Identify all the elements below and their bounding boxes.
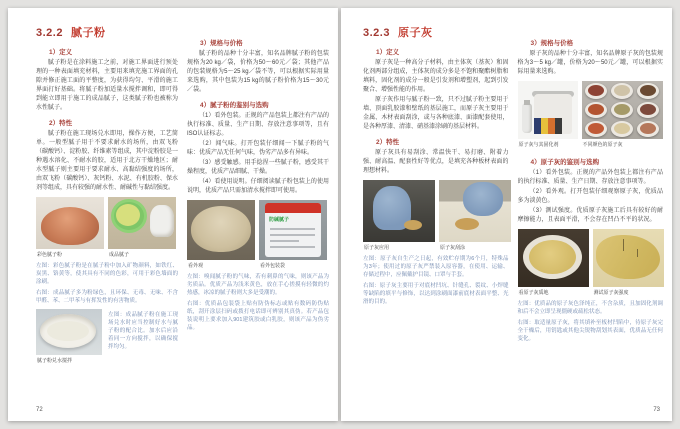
- putty-color-bowl: [637, 102, 659, 118]
- page-72: [8, 8, 338, 421]
- page-73-column-1: [363, 24, 509, 401]
- note-finished-putty: 右图：成品腻子多为粉绿色，且环保、无毒、无味、不含甲醛、苯、二甲苯与有挥发性的有害物质。: [36, 290, 178, 304]
- photo-row-quality: [518, 229, 664, 300]
- putty-color-bowl: [637, 83, 659, 99]
- can-stripe-orange: [548, 118, 555, 134]
- caption-finished-putty: 成品腻子: [109, 252, 130, 258]
- section-name: 原子灰: [397, 27, 433, 39]
- figure-package-bag: [259, 200, 327, 273]
- paragraph-smell: （2）闻气味。打开包装仔细闻一下腻子粉的气味：优质产品无任何气味，伪劣产品多有异味。: [187, 141, 329, 156]
- note-colored-putty: 左图：彩色腻子粉是在腻子粉中加入矿物颜料，如铁红、炭黑、铬黄等，使其具有不同的色彩，可用于彩色墙面的涂刷。: [36, 263, 178, 285]
- page-73-content: [363, 24, 663, 401]
- paragraph-characteristics: 腻子粉在施工现场兑水即用，操作方便，工艺简单。一般型腻子用于不要求耐水的场所，由双飞粉（碳酸钙）、淀粉胶、纤维素等组成，其中淀粉胶是一种遇水溶化、不耐水的胶，适用于北方干燥地区；耐水型腻子则主要用于要求耐水、高黏结强度的场所，由双飞粉（碳酸钙）、灰钙粉、水泥、有机胶粉、保水剂等组成，具有较强的耐水性、耐碱性与黏结强度。: [36, 131, 178, 191]
- putty-color-bowl: [611, 83, 633, 99]
- photo-row-products: [518, 81, 664, 152]
- caption-appearance: 看外观: [188, 263, 204, 269]
- photo-putty-can-hardener: [518, 81, 578, 139]
- photo-putty-application: [363, 180, 435, 242]
- section-number: 3.2.2: [36, 27, 63, 39]
- putty-color-bowl: [585, 121, 607, 137]
- paragraph-characteristics: 原子灰具有易刮涂、常温快干、易打磨、附着力强、耐高温、配套性好等优点，是填充各种板材表面的理想材料。: [363, 150, 509, 174]
- putty-color-bowl: [585, 83, 607, 99]
- paragraph-test-strength: （3）测试强度。优质原子灰施工后具有较好的耐摩擦能力，且表面平滑，不会存在凹凸不平的状况。: [517, 208, 663, 223]
- photo-putty-mixing: [36, 309, 102, 355]
- note-scraping: 右图：原子灰主要用于对底材凹坑、针缝孔、裂纹、小焊缝等缺陷的填平与修饰，以达到涂刷面漆前底材表面平整、光滑的目的。: [363, 283, 509, 305]
- paragraph-definition-1: 原子灰是一种高分子材料，由主体灰（基灰）和固化剂两部分组成，主体灰的成分多是不饱和聚酯树脂和填料，固化剂的成分一般是引发剂和增塑剂，起到引发聚合、增强性能的作用。: [363, 60, 509, 93]
- caption-scraping: 原子灰刮涂: [440, 245, 466, 251]
- heading-spec-price: 3）规格与价格: [200, 40, 243, 47]
- photo-putty-scraping: [439, 180, 511, 242]
- can-stripe-yellow: [541, 118, 548, 134]
- heading-characteristics: 2）特性: [376, 139, 400, 146]
- photo-putty-colors: [582, 81, 664, 139]
- figure-scraping: [439, 180, 511, 255]
- section-number: 3.2.3: [363, 27, 390, 39]
- bag-text-line: [270, 234, 315, 236]
- figure-can-hardener: [518, 81, 578, 152]
- pink-powder-pile: [41, 207, 99, 245]
- figure-mixing: [36, 309, 102, 368]
- bag-text-line: [270, 228, 315, 230]
- white-paste: [47, 321, 89, 341]
- photo-putty-appearance: [187, 200, 255, 260]
- figure-texture: [518, 229, 589, 300]
- caption-package-bag: 看外包装袋: [260, 263, 286, 269]
- hardener-tube: [522, 103, 532, 133]
- note-strength-test: 右图：取适量原子灰，将其填补至板材凹陷中，待原子灰完全干燥后，用钥匙或其他尖锐物刮划其表面，优质品无任何变化。: [517, 320, 663, 342]
- page-73: [341, 8, 672, 421]
- photo-row-inspection: [187, 200, 329, 273]
- note-package-bag: 右图：优质品包装袋上贴有防伪标志或贴有数码防伪贴纸，刮开涂层扫码或拨打电话即可辨别其真伪。若产品包装说明上要求加入901建筑胶或白乳胶，则该产品为伪劣品。: [187, 301, 329, 331]
- heading-identify-buy: 4）原子灰的鉴别与选购: [530, 159, 600, 166]
- figure-appearance: [187, 200, 255, 273]
- photo-putty-texture: [518, 229, 589, 287]
- figure-finished-putty: [108, 197, 176, 262]
- note-texture: 左图：优质品的原子灰色泽纯正，不含杂质，且加固化剂调和后不会立即呈现僵硬或疏松状态。: [517, 301, 663, 315]
- photo-finished-putty: [108, 197, 176, 249]
- paragraph-instructions: （4）看使用说明。仔细阅读腻子粉包装上的使用说明，优质产品只需加清水搅拌即可使用。: [187, 179, 329, 194]
- bag-text-line: [270, 240, 299, 242]
- note-mixing: 左图：成品腻子粉在施工现场兑水时应当控制好水与腻子粉的配合比。加水后应沿着同一方向搅拌，以确保搅拌均匀。: [108, 312, 178, 350]
- page-72-column-2: [187, 24, 329, 401]
- section-name: 腻子粉: [70, 27, 106, 39]
- figure-color-bowls: [582, 81, 664, 152]
- scratch-mark: [637, 249, 638, 257]
- putty-color-bowl: [585, 102, 607, 118]
- putty-smear: [596, 235, 660, 279]
- paragraph-spec-price: 原子灰的品种十分丰富，知名品牌原子灰的包装规格为3～5 kg／罐，价格为20～50元／罐，可以根据实际用量来选购。: [517, 51, 663, 75]
- mixing-block: [36, 309, 178, 368]
- bag-red-band: [265, 203, 321, 213]
- note-appearance: 左图：嗅闻腻子粉的气味，若有刺鼻的气味，则该产品为劣质品。优质产品为浅米黄色，放在手心搓摸有轻微的灼热感，冰凉的腻子粉则大多是受潮的。: [187, 274, 329, 296]
- caption-mixing: 腻子粉兑水搅拌: [37, 358, 73, 364]
- paragraph-check-package: （1）看外包装。正规的产品外包装上都注有产品的执行标准、质量、生产日期、存放注意事项等。: [517, 170, 663, 185]
- caption-application: 原子灰应用: [364, 245, 390, 251]
- putty-heap: [191, 206, 251, 252]
- caption-texture: 看原子灰质地: [518, 290, 549, 296]
- putty-color-bowl: [611, 121, 633, 137]
- page-72-content: [36, 24, 329, 401]
- worker-blue-suit: [463, 182, 503, 216]
- putty-color-bowl: [637, 121, 659, 137]
- yellow-putty: [529, 240, 576, 274]
- bag-text-line: [270, 246, 315, 248]
- photo-colored-putty-powder: [36, 197, 104, 249]
- figure-colored-putty: [36, 197, 104, 262]
- page-72-column-1: [36, 24, 178, 401]
- can-stripe-black: [555, 118, 562, 134]
- heading-identify-buy: 4）腻子粉的鉴别与选购: [200, 102, 269, 109]
- hardener-tube-cap: [524, 100, 530, 105]
- page-73-column-2: [518, 24, 664, 401]
- photo-row-application: [363, 180, 509, 255]
- paragraph-definition-2: 原子灰作用与腻子粉一致，只不过腻子粉主要用于墙、顶面乳胶漆和壁纸的基层施工，而原子灰主要用于金属、木材表面刮涂，或与各种底漆、面漆配套使用，是各种厚漆、清漆、硝基漆涂刷的基层材料。: [363, 97, 509, 130]
- photo-row-putty: [36, 197, 178, 262]
- paragraph-touch: （3）感受触感。用手捻捏一些腻子粉，感受其干燥程度，优质产品细腻、干燥。: [187, 160, 329, 175]
- putty-tray: [404, 220, 422, 230]
- paragraph-definition: 腻子粉是在涂料施工之前，对施工界面进行预处理的一种表面填充材料，主要用来填充施工界面的孔隙并修正施工面的平整度，为获得均匀、平滑的施工界面打好基础。将腻子粉加适量水搅拌调和，即可得到能立即用于施工的成品腻子，这类腻子粉也被称为水性腻子。: [36, 60, 178, 111]
- can-stripe-blue: [534, 118, 541, 134]
- paragraph-spec-price: 腻子粉的品种十分丰富，知名品牌腻子粉的包装规格为20 kg／袋，价格为50～60元／袋；其他产品的包装规格为5～25 kg／袋不等，可以根据实际用量来选购，其中包装为15 kg的腻子粉价格为15～30元／袋。: [187, 51, 329, 93]
- caption-color-bowls: 不同颜色的原子灰: [582, 142, 623, 148]
- putty-patch: [455, 218, 479, 230]
- putty-color-bowl: [611, 102, 633, 118]
- paragraph-check-appearance: （2）看外观。打开包装仔细观察原子灰，优质品多为淡黄色。: [517, 189, 663, 204]
- section-title-polyester-putty: [363, 24, 509, 40]
- note-application: 左图：原子灰自生产之日起，有效贮存期为6个月，特殊品为3年；使用过的原子灰严禁装入原容器，在使用、运输、存储过程中，应佩戴护目镜、口罩与手套。: [363, 256, 509, 278]
- putty-in-bucket: [116, 204, 140, 226]
- figure-application: [363, 180, 435, 255]
- section-title-putty-powder: [36, 24, 178, 40]
- heading-definition: 1）定义: [49, 49, 73, 56]
- paragraph-check-package: （1）看外包装。正规的产品包装上都注有产品的执行标准、质量、生产日期、存放注意事项等，且有ISO认证标志。: [187, 113, 329, 137]
- photo-strength-test: [593, 229, 664, 287]
- heading-definition: 1）定义: [376, 49, 400, 56]
- heading-characteristics: 2）特性: [49, 120, 73, 127]
- caption-colored-putty: 彩色腻子粉: [37, 252, 63, 258]
- white-bag: [150, 205, 174, 237]
- heading-spec-price: 3）规格与价格: [530, 40, 574, 47]
- caption-can-hardener: 原子灰与其固化剂: [518, 142, 559, 148]
- caption-strength-test: 测试原子灰强度: [593, 290, 629, 296]
- bag-brand-text: 防碱腻子: [269, 217, 290, 223]
- scratch-mark: [623, 239, 624, 251]
- photo-package-bag: [259, 200, 327, 260]
- page-number-73: 73: [653, 407, 660, 413]
- figure-strength-test: [593, 229, 664, 300]
- page-number-72: 72: [36, 407, 43, 413]
